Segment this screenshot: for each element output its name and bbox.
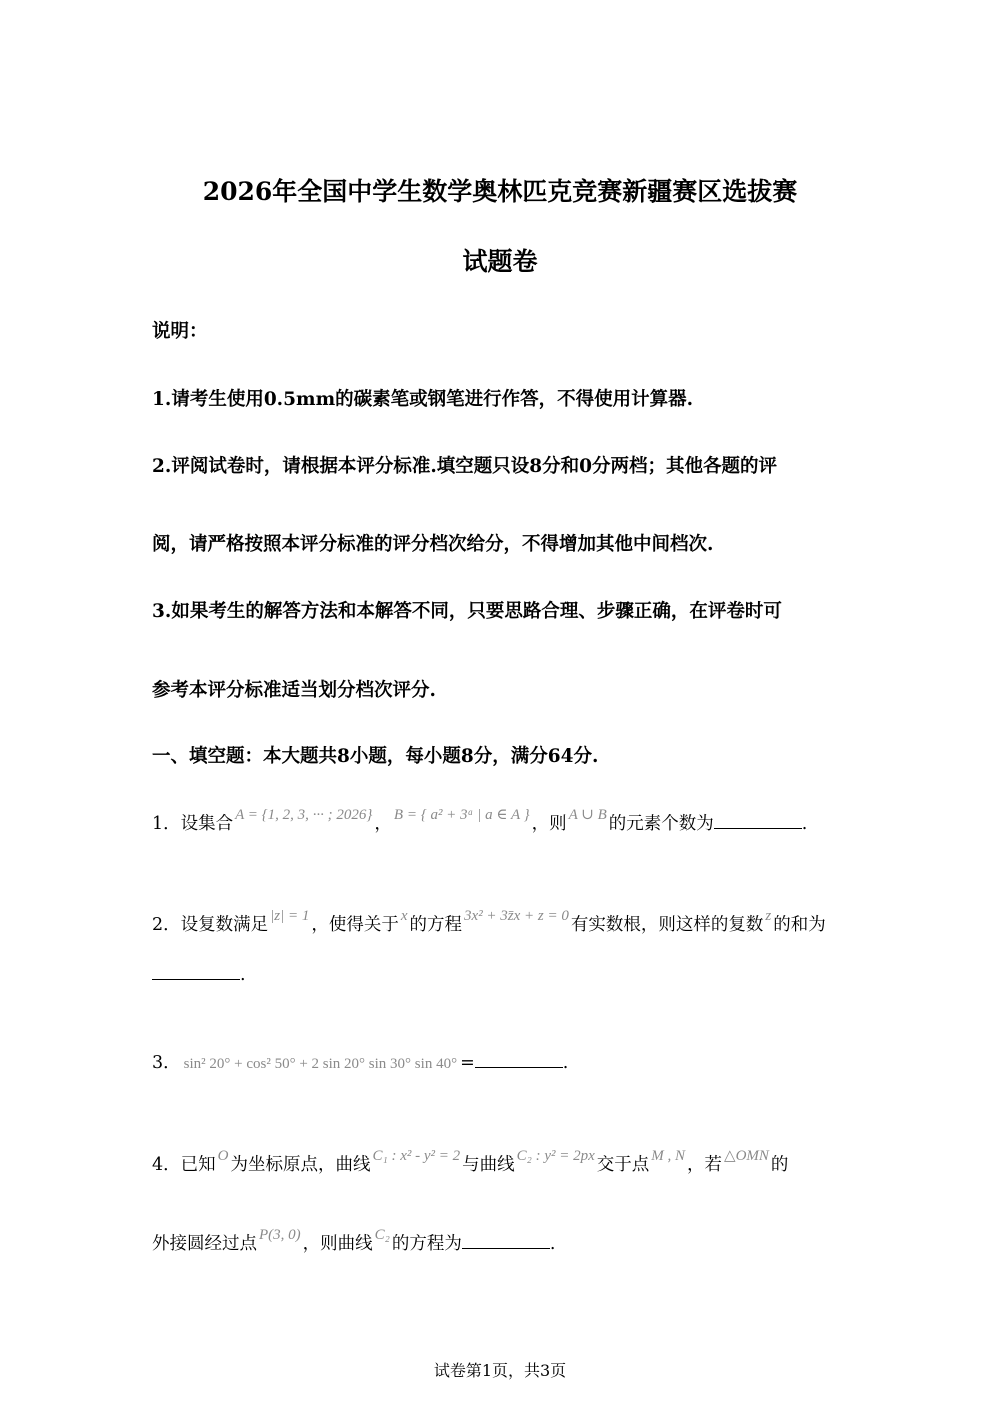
question-1-text: 1．设集合 [152, 814, 234, 834]
question-1-math-set-a: A = {1, 2, 3, ··· ; 2026} [235, 807, 373, 823]
question-4-text: ，则曲线 [302, 1234, 373, 1254]
instruction-item-3-line2: 参考本评分标准适当划分档次评分. [152, 680, 436, 701]
question-4-text: 的 [770, 1155, 789, 1175]
question-3-text: = [460, 1053, 475, 1073]
question-4-math-curve-c2: C₂ : y² = 2px [516, 1148, 595, 1164]
question-2-text: 2．设复数满足 [152, 915, 269, 935]
question-4-text: 为坐标原点，曲线 [230, 1155, 371, 1175]
instructions-heading: 说明： [152, 321, 208, 342]
question-1-text: 的元素个数为 [608, 814, 714, 834]
question-4-text: 交于点 [596, 1155, 650, 1175]
answer-blank-4[interactable] [462, 1232, 550, 1249]
question-4-math-c2: C₂ [374, 1227, 390, 1243]
question-4-end: . [549, 1234, 556, 1254]
question-2-text: 的方程 [409, 915, 463, 935]
question-4-text: ，若 [687, 1155, 723, 1175]
question-2-math-equation: 3x² + 3z̄x + z = 0 [464, 908, 569, 924]
question-4-math-triangle: △OMN [724, 1148, 769, 1164]
exam-subtitle: 试题卷 [462, 247, 538, 276]
question-2-end: . [240, 965, 246, 985]
answer-blank-1[interactable] [714, 812, 802, 829]
question-2-math-z: z [765, 908, 772, 924]
question-3-math-expression: sin² 20° + cos² 50° + 2 sin 20° sin 30° sin 40° [183, 1056, 458, 1072]
question-2-text: 的和为 [773, 915, 826, 935]
instruction-item-2-line1: 2.评阅试卷时，请根据本评分标准.填空题只设8分和0分两档；其他各题的评 [152, 456, 778, 477]
question-4-math-origin: O [217, 1148, 229, 1164]
instruction-item-1: 1.请考生使用0.5mm的碳素笔或钢笔进行作答，不得使用计算器. [152, 389, 694, 410]
question-4-math-points: M , N [651, 1148, 686, 1164]
instruction-item-3-line1: 3.如果考生的解答方法和本解答不同，只要思路合理、步骤正确，在评卷时可 [152, 601, 782, 622]
question-2 [152, 908, 826, 936]
question-4-text: 与曲线 [462, 1155, 515, 1175]
question-2-math-modulus: |z| = 1 [270, 908, 310, 924]
answer-blank-3[interactable] [475, 1051, 563, 1068]
question-1 [152, 807, 808, 835]
question-4-text: 4．已知 [152, 1155, 216, 1175]
question-1-math-set-b: B = { a² + 3ᵃ | a ∈ A } [393, 807, 530, 823]
question-4-math-point-p: P(3, 0) [259, 1227, 301, 1243]
section-1-heading: 一、填空题：本大题共8小题，每小题8分，满分64分. [152, 746, 599, 767]
question-4-text: 外接圆经过点 [152, 1234, 257, 1254]
answer-blank-2[interactable] [152, 963, 240, 980]
question-2-math-x: x [400, 908, 408, 924]
question-4-text: 的方程为 [391, 1234, 462, 1254]
question-1-text: ， [374, 814, 392, 834]
question-2-text: ，使得关于 [311, 915, 399, 935]
question-1-math-union: A ∪ B [568, 807, 607, 823]
question-4-line-2 [152, 1227, 556, 1255]
question-4-math-curve-c1: C₁ : x² - y² = 2 [372, 1148, 461, 1164]
question-3-end: . [562, 1053, 569, 1073]
question-2-text: 有实数根，则这样的复数 [570, 915, 764, 935]
instruction-item-2-line2: 阅，请严格按照本评分标准的评分档次给分，不得增加其他中间档次. [152, 534, 714, 555]
question-3-text: 3． [152, 1053, 181, 1073]
question-2-answer-line [152, 963, 246, 985]
question-1-text: ，则 [531, 814, 567, 834]
question-4 [152, 1148, 789, 1176]
page-footer: 试卷第1页，共3页 [433, 1361, 567, 1380]
exam-title: 2026年全国中学生数学奥林匹克竞赛新疆赛区选拔赛 [202, 177, 798, 206]
question-1-end: . [801, 814, 808, 834]
question-3 [152, 1049, 568, 1074]
